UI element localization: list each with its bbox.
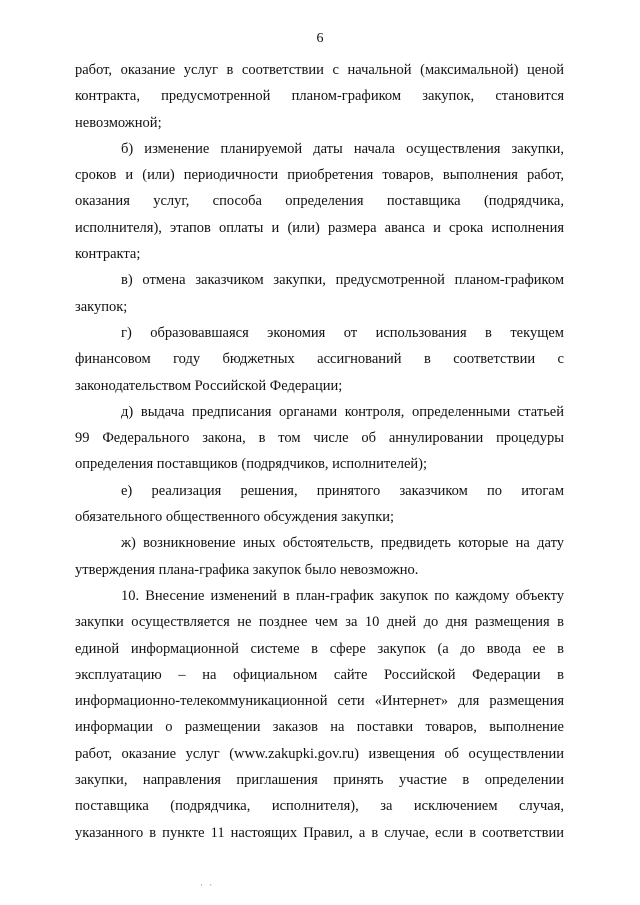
text-line: е) реализация решения, принятого заказчиком по итогам — [121, 482, 564, 499]
text-line: определения поставщиков (подрядчиков, исполнителей); — [75, 456, 427, 473]
scan-mark: · · — [200, 880, 215, 890]
text-line: д) выдача предписания органами контроля, определенными статьей — [121, 403, 564, 420]
text-line: работ, оказание услуг в соответствии с начальной (максимальной) ценой — [75, 62, 564, 78]
text-line: оказания услуг, способа определения поставщика (подрядчика, — [75, 193, 564, 210]
text-line: финансовом году бюджетных ассигнований в соответствии с — [75, 351, 564, 368]
text-line: 99 Федерального закона, в том числе об аннулировании процедуры — [75, 430, 564, 447]
text-line: контракта, предусмотренной планом-графиком закупок, становится — [75, 88, 564, 105]
text-line: информации о размещении заказов на поставки товаров, выполнение — [75, 719, 564, 736]
text-line: сроков и (или) периодичности приобретения товаров, выполнения работ, — [75, 167, 564, 184]
text-line: обязательного общественного обсуждения закупки; — [75, 509, 395, 526]
text-line: б) изменение планируемой даты начала осуществления закупки, — [121, 140, 564, 157]
text-line: поставщика (подрядчика, исполнителя), за исключением случая, — [75, 798, 564, 815]
text-line: закупки, направления приглашения принять участие в определении — [75, 772, 564, 789]
text-line: ж) возникновение иных обстоятельств, предвидеть которые на дату — [121, 535, 564, 552]
text-line: в) отмена заказчиком закупки, предусмотренной планом-графиком — [121, 272, 564, 289]
text-line: 10. Внесение изменений в план-график закупок по каждому объекту — [121, 587, 564, 604]
text-line: утверждения плана-графика закупок было невозможно. — [75, 561, 419, 578]
text-line: законодательством Российской Федерации; — [75, 377, 343, 394]
text-line: эксплуатацию – на официальном сайте Российской Федерации в — [75, 666, 564, 683]
page-number: 6 — [316, 31, 324, 46]
text-line: единой информационной системе в сфере закупок (а до ввода ее в — [75, 640, 564, 657]
text-line: работ, оказание услуг (www.zakupki.gov.ru) извещения об осуществлении — [75, 745, 564, 762]
text-line: исполнителя), этапов оплаты и (или) размера аванса и срока исполнения — [75, 219, 564, 236]
body-text — [75, 57, 564, 846]
text-line: невозможной; — [75, 114, 162, 131]
text-line: информационно-телекоммуникационной сети «Интернет» для размещения — [75, 693, 564, 710]
text-line: контракта; — [75, 246, 141, 263]
text-line: закупок; — [75, 298, 128, 315]
text-line: закупки осуществляется не позднее чем за 10 дней до дня размещения в — [75, 614, 564, 631]
text-line: указанного в пункте 11 настоящих Правил, а в случае, если в соответствии — [75, 824, 564, 841]
text-line: г) образовавшаяся экономия от использования в текущем — [121, 324, 564, 341]
